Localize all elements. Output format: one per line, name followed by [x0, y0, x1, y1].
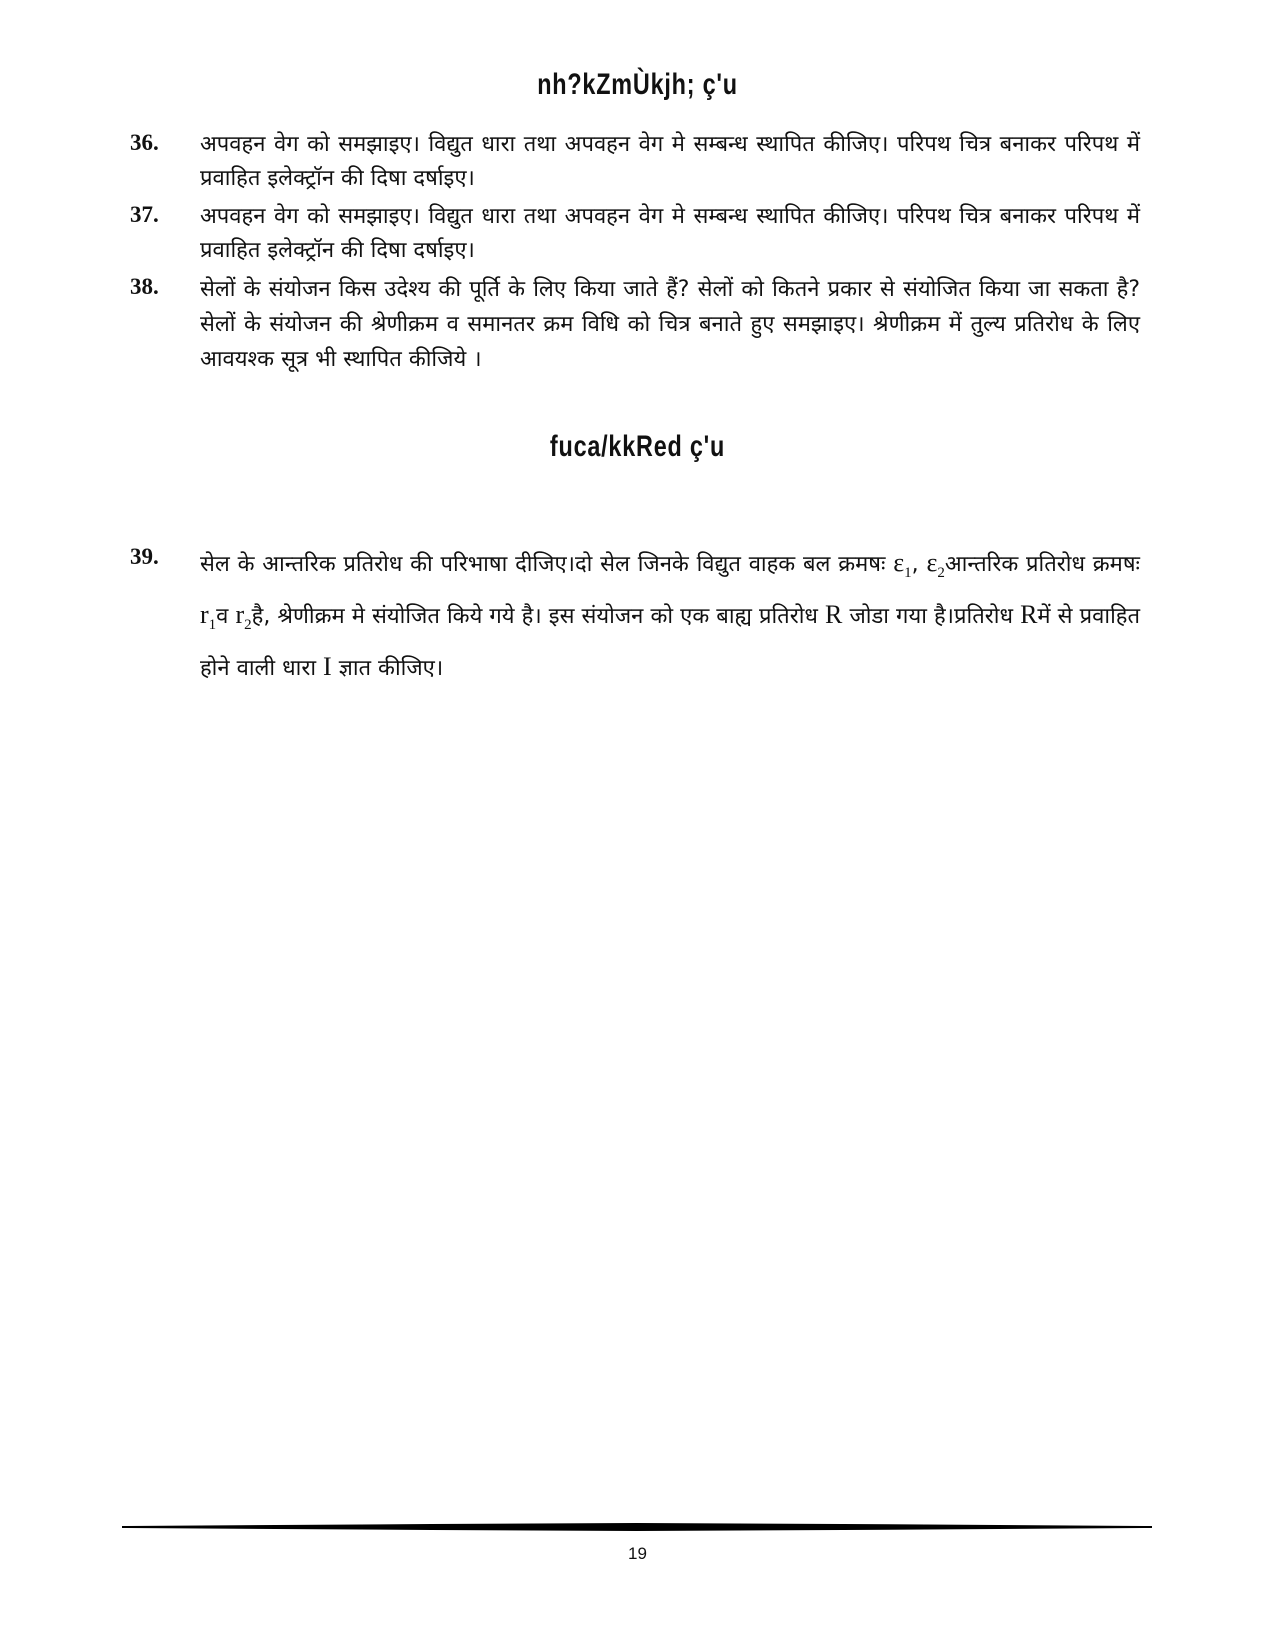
- text-run: जोडा गया है।प्रतिरोध: [842, 604, 1021, 630]
- current-symbol: I: [323, 652, 332, 682]
- text-run: में से प्रवाहित होने वाली धारा: [200, 604, 1140, 682]
- question-text: [200, 542, 1140, 689]
- text-run: ज्ञात कीजिए।: [331, 656, 444, 682]
- section-heading-essay: fuca/kkRed ç'u: [549, 430, 726, 463]
- question-number: 37.: [130, 202, 159, 227]
- footer-divider: [122, 1523, 1152, 1531]
- question-number: 39.: [130, 544, 159, 569]
- question-text: अपवहन वेग को समझाइए। विद्युत धारा तथा अपवहन वेग मे सम्बन्ध स्थापित कीजिए। परिपथ चित्र बनाकर परिपथ में प्रवाहित इलेक्ट्रॉन की दिषा दर्षाइए।: [200, 132, 1140, 191]
- question-text: अपवहन वेग को समझाइए। विद्युत धारा तथा अपवहन वेग मे सम्बन्ध स्थापित कीजिए। परिपथ चित्र बनाकर परिपथ में प्रवाहित इलेक्ट्रॉन की दिषा दर्षाइए।: [200, 204, 1140, 263]
- resistance-symbol: $r_2$: [235, 600, 252, 634]
- text-run: आन्तरिक प्रतिरोध क्रमषः: [944, 552, 1140, 577]
- section-heading-long-answer: nh?kZmÙkjh; ç'u: [537, 68, 738, 101]
- external-resistance-symbol: R: [1020, 600, 1038, 630]
- resistance-symbol: $r_1$: [200, 600, 217, 634]
- emf-symbol: $\varepsilon_2$: [926, 548, 945, 582]
- text-run: ,: [911, 552, 927, 577]
- text-run: है, श्रेणीक्रम मे संयोजित किये गये है। इस संयोजन को एक बाह्य प्रतिरोध: [251, 604, 826, 630]
- external-resistance-symbol: R: [825, 600, 843, 630]
- text-run: व: [216, 604, 236, 630]
- page-number: 19: [628, 1544, 647, 1563]
- question-number: 38.: [130, 274, 159, 299]
- question-text: सेलों के संयोजन किस उदेश्य की पूर्ति के लिए किया जाते हैं? सेलों को कितने प्रकार से संयोजित किया जा सकता है? सेलों के संयोजन की श्रेणीक्रम व समानतर क्रम विधि को चित्र बनाते हुए समझाइए। श्रेणीक्रम में तुल्य प्रतिरोध के लिए आवयश्क सूत्र भी स्थापित कीजिये ।: [200, 277, 1140, 372]
- text-run: सेल के आन्तरिक प्रतिरोध की परिभाषा दीजिए।दो सेल जिनके विद्युत वाहक बल क्रमषः: [200, 552, 894, 577]
- question-number: 36.: [130, 130, 159, 155]
- emf-symbol: $\varepsilon_1$: [893, 548, 912, 582]
